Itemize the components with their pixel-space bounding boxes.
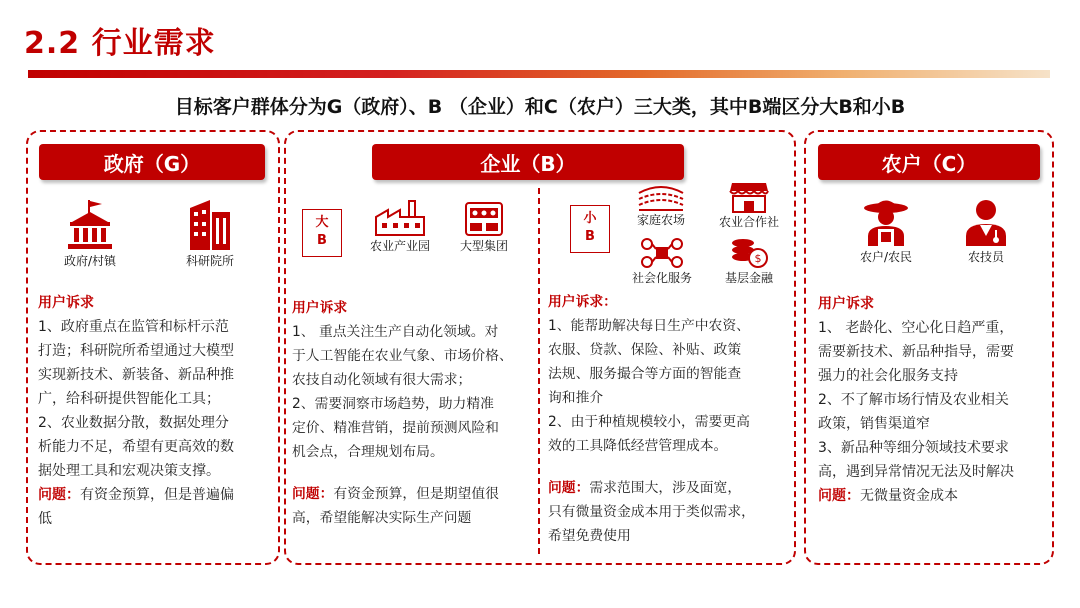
cooperative-item — [708, 181, 790, 230]
small-b-problem-text2: 只有微量资金成本用于类似需求， — [548, 504, 755, 520]
gov-icon-label: 政府/村镇 — [63, 254, 117, 268]
gov-line: 据处理工具和宏观决策支撑。 — [38, 463, 220, 479]
technician-item — [946, 196, 1026, 265]
ent-divider — [538, 188, 540, 554]
big-b-line: 农技自动化领域有很大需求； — [292, 372, 472, 388]
small-b-line: 询和推介 — [548, 390, 604, 406]
gov-icon-item — [50, 198, 130, 269]
gov-heading: 用户诉求 — [38, 295, 94, 311]
small-b-problem — [548, 476, 794, 500]
gov-problem-text: 有资金预算，但是普遍偏 — [80, 487, 234, 503]
farm-heading: 用户诉求 — [818, 296, 874, 312]
small-b-problem-text: 需求范围大，涉及面宽， — [589, 480, 742, 496]
small-b-line: 法规、服务撮合等方面的智能查 — [548, 366, 742, 382]
gov-line: 广，给科研提供智能化工具； — [38, 391, 220, 407]
research-icon-label: 科研院所 — [185, 254, 234, 268]
big-b-line1: 大 — [315, 215, 329, 230]
big-b-line: 机会点，合理规划布局。 — [292, 444, 444, 460]
ent-header: 企业（B） — [372, 144, 684, 180]
big-b-problem-text2: 高，希望能解决实际生产问题 — [292, 510, 472, 526]
farm-line: 高，遇到异常情况无法及时解决 — [818, 464, 1014, 480]
big-b-line: 2、需要洞察市场趋势，助力精准 — [292, 396, 494, 412]
big-b-problem-text: 有资金预算，但是期望值很 — [333, 486, 499, 502]
small-b-line: 农服、贷款、保险、补贴、政策 — [548, 342, 742, 358]
farm-text — [818, 292, 1050, 508]
gov-problem-label: 问题： — [38, 487, 80, 503]
page-subtitle: 目标客户群体分为G（政府）、B （企业）和C（农户）三大类，其中B端区分大B和小B — [174, 96, 906, 118]
small-b-box — [570, 205, 610, 253]
cooperative-label: 农业合作社 — [718, 215, 779, 229]
government-icon — [64, 198, 116, 252]
big-b-line2: B — [317, 233, 327, 248]
cooperative-store-icon — [728, 181, 770, 213]
title-gradient-band — [28, 70, 1050, 78]
factory-icon — [373, 199, 427, 237]
gov-line: 2、农业数据分散，数据处理分 — [38, 415, 229, 431]
gov-line: 打造；科研院所希望通过大模型 — [38, 343, 234, 359]
gov-text — [38, 291, 274, 531]
farm-line: 政策，销售渠道窄 — [818, 416, 930, 432]
farm-line: 强力的社会化服务支持 — [818, 368, 958, 384]
finance-item — [712, 237, 786, 286]
corp-group-item — [446, 201, 522, 254]
small-b-line: 效的工具降低经营管理成本。 — [548, 438, 728, 454]
small-b-line2: B — [585, 229, 595, 244]
research-icon-item — [170, 198, 250, 269]
small-b-line: 2、由于种植规模较小，需要更高 — [548, 414, 750, 430]
big-b-problem-label: 问题： — [292, 486, 334, 502]
farmer-icon — [860, 196, 912, 248]
farm-line: 3、新品种等细分领域技术要求 — [818, 440, 1009, 456]
big-b-line: 于人工智能在农业气象、市场价格、 — [292, 348, 513, 364]
farm-header: 农户（C） — [818, 144, 1040, 180]
farm-problem-text: 无微量资金成本 — [860, 488, 958, 504]
big-b-line: 定价、精准营销，提前预测风险和 — [292, 420, 499, 436]
small-b-heading: 用户诉求： — [548, 294, 617, 310]
finance-coins-icon — [729, 237, 769, 269]
farm-problem — [818, 484, 1050, 508]
small-b-line1: 小 — [583, 211, 597, 226]
big-b-box — [302, 209, 342, 257]
farm-line: 2、不了解市场行情及农业相关 — [818, 392, 1009, 408]
small-b-text — [548, 290, 794, 548]
gov-problem — [38, 483, 274, 507]
industrial-park-label: 农业产业园 — [369, 239, 430, 253]
finance-label: 基层金融 — [724, 271, 773, 285]
corp-group-label: 大型集团 — [459, 239, 508, 253]
social-service-icon — [639, 237, 685, 269]
page-title: 2.2 行业需求 — [24, 26, 216, 61]
big-b-problem — [292, 482, 536, 506]
gov-header: 政府（G） — [39, 144, 265, 180]
gov-line: 实现新技术、新装备、新品种推 — [38, 367, 234, 383]
big-b-line: 1、 重点关注生产自动化领域。对 — [292, 324, 499, 340]
farm-line: 1、 老龄化、空心化日趋严重， — [818, 320, 1014, 336]
farm-line: 需要新技术、新品种指导，需要 — [818, 344, 1014, 360]
industrial-park-item — [362, 199, 438, 254]
farm-problem-label: 问题： — [818, 488, 860, 504]
family-farm-icon — [635, 183, 687, 211]
svg-text:$: $ — [754, 252, 762, 265]
research-building-icon — [184, 198, 236, 252]
technician-icon — [960, 196, 1012, 248]
corporate-group-icon — [464, 201, 504, 237]
gov-line: 析能力不足，希望有更高效的数 — [38, 439, 234, 455]
technician-label: 农技员 — [967, 250, 1004, 264]
big-b-heading: 用户诉求 — [292, 300, 348, 316]
gov-problem-text2: 低 — [38, 511, 52, 527]
gov-line: 1、政府重点在监管和标杆示范 — [38, 319, 229, 335]
small-b-problem-text3: 希望免费使用 — [548, 528, 631, 544]
social-service-item — [622, 237, 702, 286]
farmer-item — [846, 196, 926, 265]
social-service-label: 社会化服务 — [631, 271, 692, 285]
small-b-problem-label: 问题： — [548, 480, 590, 496]
family-farm-item — [626, 183, 696, 228]
family-farm-label: 家庭农场 — [636, 213, 685, 227]
farmer-label: 农户/农民 — [859, 250, 913, 264]
big-b-text — [292, 296, 536, 530]
small-b-line: 1、能帮助解决每日生产中农资、 — [548, 318, 750, 334]
